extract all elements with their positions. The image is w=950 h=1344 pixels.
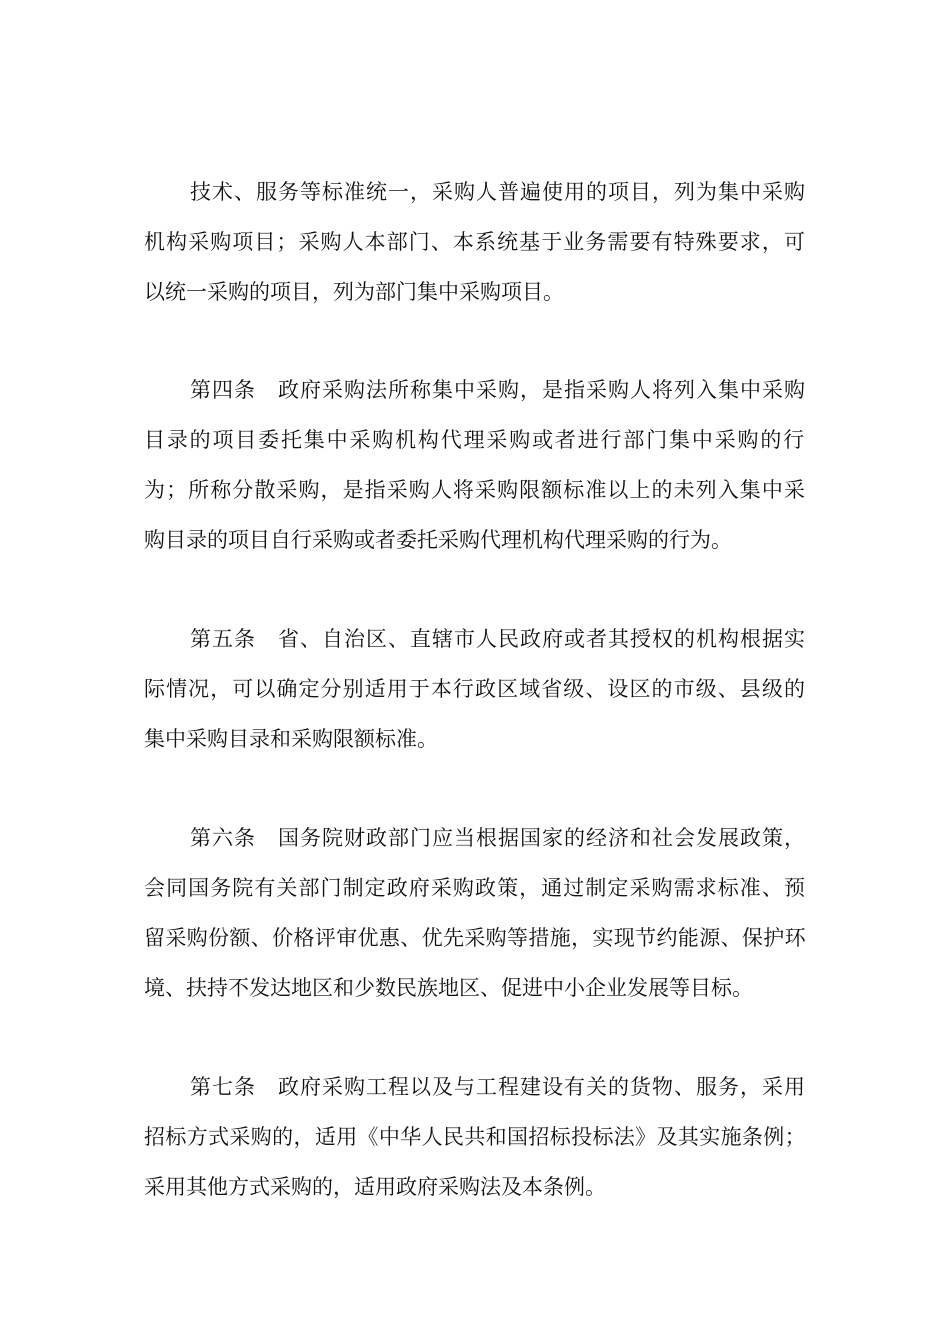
text-line-content: 目录的项目委托集中采购机构代理采购或者进行部门集中采购的行 bbox=[144, 428, 807, 452]
text-line bbox=[0, 619, 950, 659]
text-line bbox=[0, 818, 950, 858]
text-line bbox=[0, 719, 950, 759]
text-line-content: 购目录的项目自行采购或者委托采购代理机构代理采购的行为。 bbox=[144, 528, 732, 552]
text-line bbox=[0, 1067, 950, 1107]
text-line bbox=[0, 172, 950, 212]
text-line bbox=[0, 370, 950, 410]
text-line bbox=[0, 918, 950, 958]
text-line-content: 第六条 国务院财政部门应当根据国家的经济和社会发展政策， bbox=[190, 826, 806, 850]
text-line bbox=[0, 222, 950, 262]
text-line bbox=[0, 868, 950, 908]
text-line-content: 采用其他方式采购的，适用政府采购法及本条例。 bbox=[144, 1175, 606, 1199]
text-line-content: 技术、服务等标准统一，采购人普遍使用的项目，列为集中采购 bbox=[190, 180, 806, 204]
text-line bbox=[0, 470, 950, 510]
text-line bbox=[0, 420, 950, 460]
text-line-content: 为；所称分散采购，是指采购人将采购限额标准以上的未列入集中采 bbox=[144, 478, 807, 502]
text-line-content: 以统一采购的项目，列为部门集中采购项目。 bbox=[144, 280, 564, 304]
text-line bbox=[0, 520, 950, 560]
text-line-content: 第五条 省、自治区、直辖市人民政府或者其授权的机构根据实 bbox=[190, 627, 806, 651]
text-line-content: 机构采购项目；采购人本部门、本系统基于业务需要有特殊要求，可 bbox=[144, 230, 807, 254]
text-line-content: 留采购份额、价格评审优惠、优先采购等措施，实现节约能源、保护环 bbox=[144, 926, 807, 950]
text-line-content: 境、扶持不发达地区和少数民族地区、促进中小企业发展等目标。 bbox=[144, 976, 753, 1000]
text-line-content: 集中采购目录和采购限额标准。 bbox=[144, 727, 438, 751]
text-line-content: 第四条 政府采购法所称集中采购，是指采购人将列入集中采购 bbox=[190, 378, 806, 402]
text-line bbox=[0, 1117, 950, 1157]
text-line bbox=[0, 1167, 950, 1207]
text-line-content: 会同国务院有关部门制定政府采购政策，通过制定采购需求标准、预 bbox=[144, 876, 807, 900]
text-line bbox=[0, 968, 950, 1008]
text-line-content: 际情况，可以确定分别适用于本行政区域省级、设区的市级、县级的 bbox=[144, 677, 807, 701]
text-line bbox=[0, 272, 950, 312]
text-line-content: 第七条 政府采购工程以及与工程建设有关的货物、服务，采用 bbox=[190, 1075, 806, 1099]
text-line bbox=[0, 669, 950, 709]
text-line-content: 招标方式采购的，适用《中华人民共和国招标投标法》及其实施条例； bbox=[144, 1125, 807, 1149]
